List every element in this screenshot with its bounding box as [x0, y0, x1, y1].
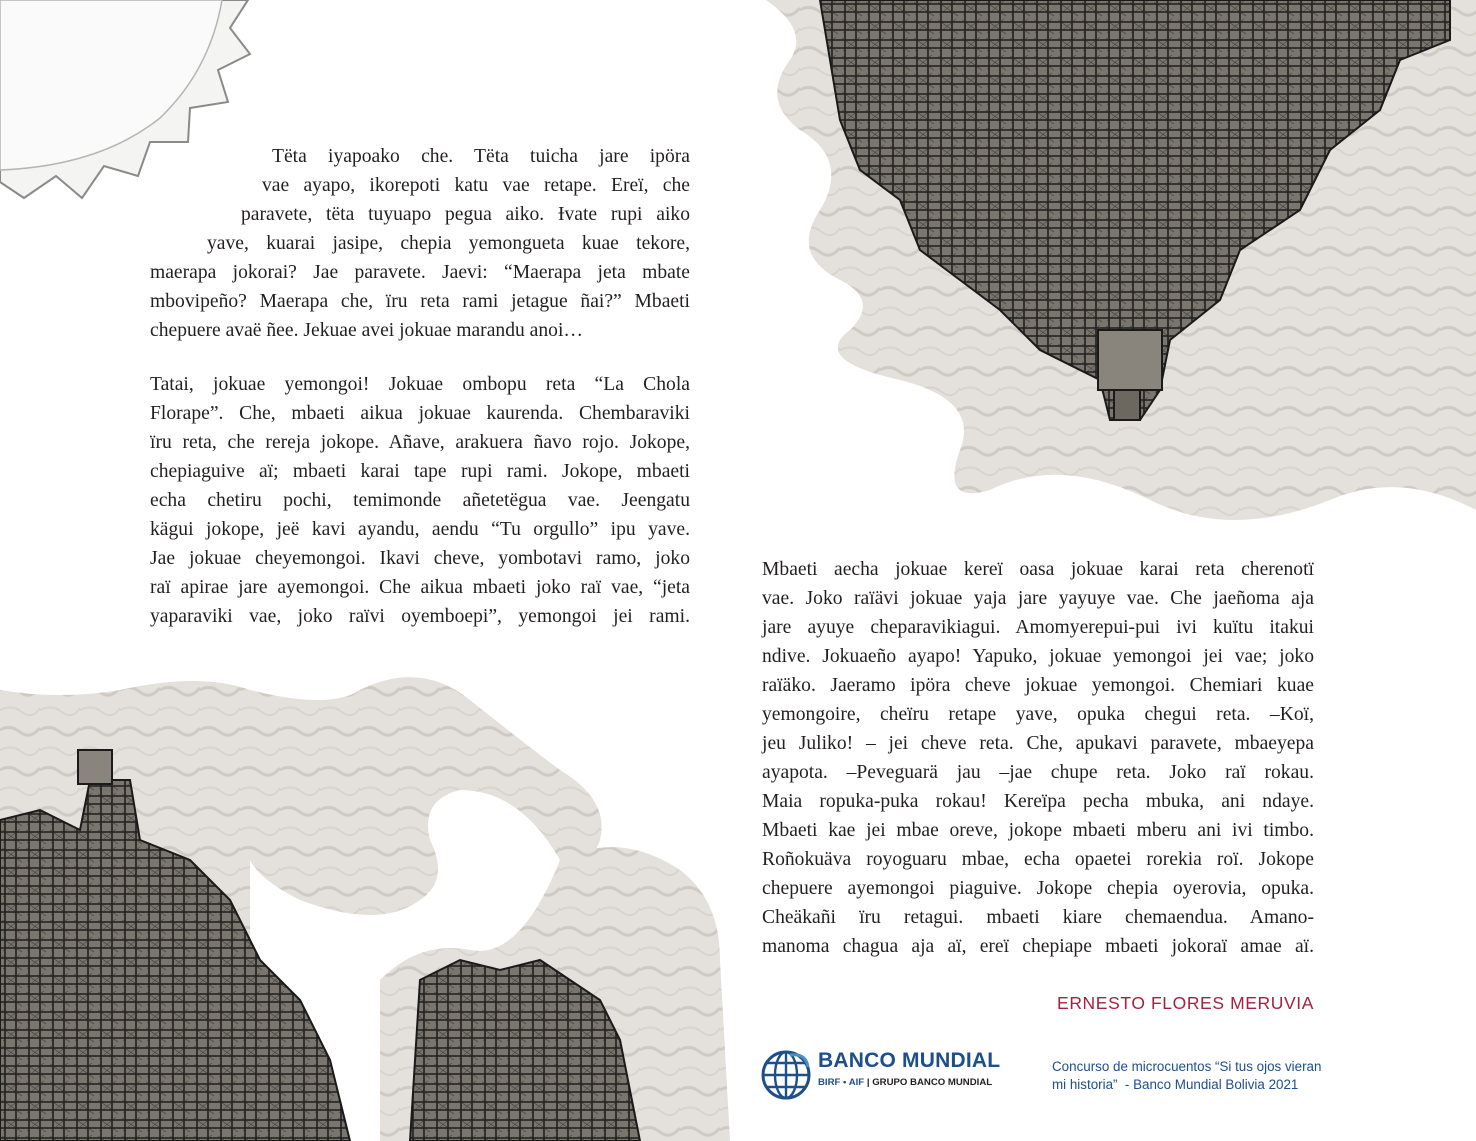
text-line: chepuere avaë ñee. Jekuae avei jokuae marandu anoi… — [150, 320, 584, 341]
contest-line-2: mi historia” - Banco Mundial Bolivia 2021 — [1052, 1077, 1299, 1092]
text-line: vae. Joko raïävi jokuae yaja jare yayuye vae. Che jaeñoma aja — [762, 588, 1314, 609]
sun-drawing — [0, 0, 250, 198]
text-line: paravete, tëta tuyuapo pegua aiko. Ɨvate rupi aiko — [241, 204, 690, 225]
text-line: raï apirae jare ayemongoi. Che aikua mbaeti joko raï vae, “jeta — [150, 577, 690, 598]
text-line: chepuere ayemongoi piaguive. Jokope chepia oyerovia, opuka. — [762, 878, 1314, 899]
globe-icon — [760, 1049, 812, 1101]
text-line: Tatai, jokuae yemongoi! Jokuae ombopu reta “La Chola — [150, 374, 690, 395]
logo-sub-a: BIRF • AIF — [818, 1077, 865, 1088]
text-line: jare ayuye cheparavikiagui. Amomyerepui-pui ivi kuïtu itakui — [762, 617, 1314, 638]
text-line: maerapa jokorai? Jae paravete. Jaevi: “Maerapa jeta mbate — [150, 262, 690, 283]
text-line: raïäko. Jaeramo ipöra cheve jokuae yemongoi. Chemiari kuae — [762, 675, 1314, 696]
text-line: jeu Juliko! – jei cheve reta. Che, apukavi paravete, mbaeyepa — [762, 733, 1314, 754]
text-line: kägui jokope, jeë kavi ayandu, aendu “Tu orgullo” ipu yave. — [150, 519, 690, 540]
text-line: Mbaeti aecha jokuae kereï oasa jokuae karai reta cherenotï — [762, 559, 1314, 580]
logo-sub-b: GRUPO BANCO MUNDIAL — [872, 1077, 993, 1088]
logo-sub-separator: | — [864, 1077, 873, 1088]
text-line: vae ayapo, ikorepoti katu vae retape. Ereï, che — [262, 175, 690, 196]
text-line: yemongoire, cheïru retape yave, opuka chegui reta. –Koï, — [762, 704, 1314, 725]
text-line: Mbaeti kae jei mbae oreve, jokope mbaeti mberu ani ivi timbo. — [762, 820, 1314, 841]
inverted-city-drawing — [766, 0, 1476, 520]
text-line: ïru reta, che rereja jokope. Añave, arakuera ñavo rojo. Jokope, — [150, 432, 690, 453]
logo-subtitle — [818, 1077, 992, 1088]
logo-title: BANCO MUNDIAL — [818, 1049, 1001, 1072]
text-line: ayapota. –Peveguarä jau –jae chupe reta. Joko raï rokau. — [762, 762, 1314, 783]
text-line: ndive. Jokuaeño ayapo! Yapuko, jokuae yemongoi jei vae; joko — [762, 646, 1314, 667]
text-line: Roñokuäva royoguaru mbae, echa opaetei rorekia roï. Jokope — [762, 849, 1314, 870]
text-line: echa chetiru pochi, temimonde añetetëgua vae. Jeengatu — [150, 490, 690, 511]
text-line: mbovipeño? Maerapa che, ïru reta rami jetague ñai?” Mbaeti — [150, 291, 690, 312]
text-line: Tëta iyapoako che. Tëta tuicha jare ipöra — [272, 146, 690, 167]
author-name: ERNESTO FLORES MERUVIA — [1057, 993, 1314, 1013]
text-line: Maia ropuka-puka rokau! Kereïpa pecha mbuka, ani ndaye. — [762, 791, 1314, 812]
contest-line-1: Concurso de microcuentos “Si tus ojos vieran — [1052, 1059, 1322, 1074]
text-line: chepiaguive aï; mbaeti karai tape rupi rami. Jokope, mbaeti — [150, 461, 690, 482]
text-line: Cheäkañi ïru retagui. mbaeti kiare chemaendua. Amano- — [762, 907, 1314, 928]
city-drawing — [0, 677, 730, 1141]
text-line: manoma chagua aja aï, ereï chepiape mbaeti jokoraï amae aï. — [762, 936, 1314, 957]
text-line: Jae jokuae cheyemongoi. Ikavi cheve, yombotavi ramo, joko — [150, 548, 690, 569]
world-bank-logo — [760, 1047, 1030, 1103]
text-line: yaparaviki vae, joko raïvi oyemboepi”, yemongoi jei rami. — [150, 606, 690, 627]
contest-credit — [1052, 1058, 1352, 1094]
text-line: yave, kuarai jasipe, chepia yemongueta kuae tekore, — [207, 233, 690, 254]
text-line: Florape”. Che, mbaeti aikua jokuae kaurenda. Chembaraviki — [150, 403, 690, 424]
